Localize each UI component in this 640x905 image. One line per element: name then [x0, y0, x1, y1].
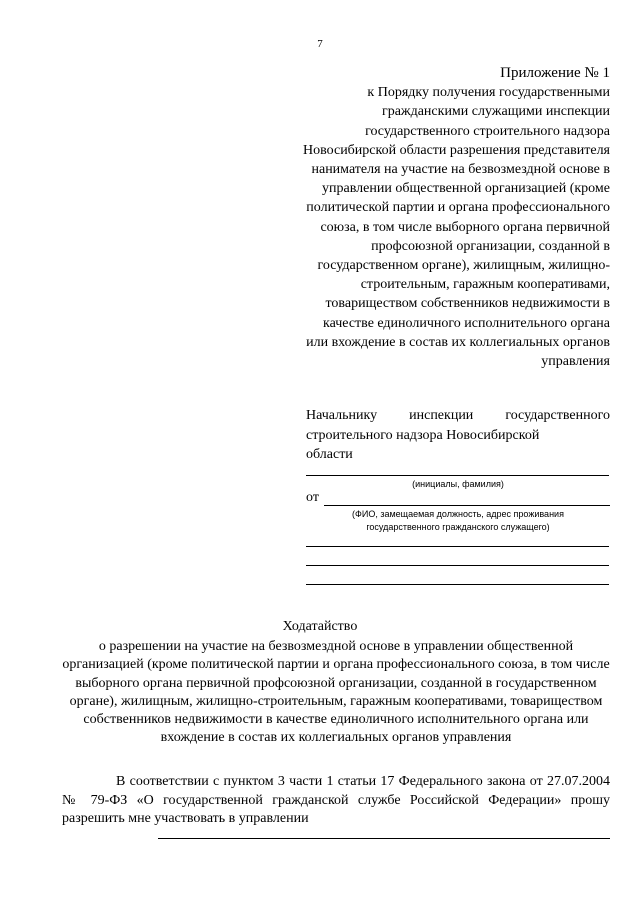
- address-fill-line-3: [306, 584, 609, 585]
- appendix-text: к Порядку получения государственными гражданскими служащими инспекции государственного строительного надзора Новосибирской области разрешения представителя нанимателя на участие на безвозмездной основе в управлении общественной организацией (кроме политической партии и органа профессионального союза, в том числе выборного органа первичной профсоюзной организации, созданной в государственном органе), жилищным, жилищно-строительным, гаражным кооперативами, товариществом собственников недвижимости в качестве единоличного исполнительного органа или вхождение в состав их коллегиальных органов управления: [303, 85, 610, 370]
- addressee-text: Начальнику инспекции государственного строительного надзора Новосибирской: [306, 408, 610, 443]
- address-fill-line-1: [306, 546, 609, 547]
- appendix-title: Приложение № 1: [500, 65, 610, 81]
- from-row: [306, 490, 610, 510]
- address-fill-line-2: [306, 565, 609, 566]
- addressee-block: [306, 406, 610, 465]
- page-number: 7: [317, 38, 323, 50]
- addressee-text-last: области: [306, 447, 353, 462]
- from-label: от: [306, 490, 319, 505]
- petition-body: В соответствии с пунктом 3 части 1 статьи 17 Федерального закона от 27.07.2004 № 79-ФЗ «О государственной гражданской службе Российской Федерации» прошу разрешить мне участвовать в управлении: [62, 774, 610, 827]
- petition-subject: о разрешении на участие на безвозмездной основе в управлении общественной организацией (кроме политической партии и органа профессионального союза, в том числе выборного органа первичной профсоюзной организации, созданной в государственном органе), жилищным, жилищно-строительным, гаражным кооперативами, товариществом собственников недвижимости в качестве единоличного исполнительного органа или вхождение в состав их коллегиальных органов управления: [62, 639, 610, 746]
- from-fill-line: [324, 505, 610, 506]
- initials-caption: (инициалы, фамилия): [412, 479, 504, 489]
- appendix-block: [300, 64, 610, 371]
- from-caption: (ФИО, замещаемая должность, адрес проживания государственного гражданского служащего): [352, 509, 564, 532]
- body-fill-line: [158, 838, 610, 839]
- initials-fill-line: [306, 475, 609, 476]
- petition-title: Ходатайство: [282, 619, 358, 634]
